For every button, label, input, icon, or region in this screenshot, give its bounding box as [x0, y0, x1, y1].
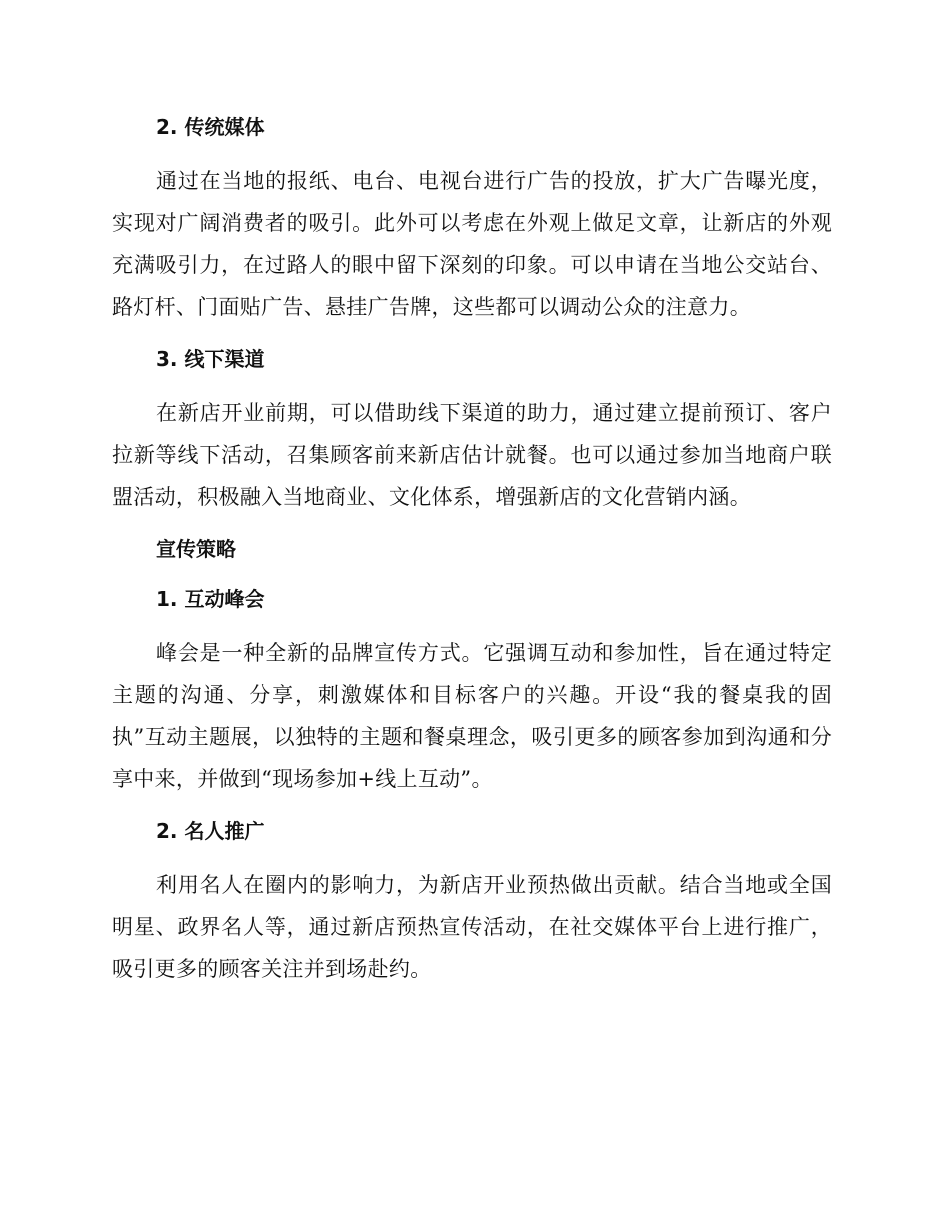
section-heading-interactive-summit: 1. 互动峰会 [156, 587, 265, 611]
section-heading-offline-channels: 3. 线下渠道 [156, 347, 265, 371]
section-heading-celebrity-promotion: 2. 名人推广 [156, 819, 265, 843]
section-heading-traditional-media: 2. 传统媒体 [156, 115, 265, 139]
paragraph-offline-channels: 在新店开业前期，可以借助线下渠道的助力，通过建立提前预订、客户拉新等线下活动，召集顾客前来新店估计就餐。也可以通过参加当地商户联盟活动，积极融入当地商业、文化体系，增强新店的文化营销内涵。 [112, 401, 832, 509]
section-heading-promotion-strategy: 宣传策略 [156, 537, 236, 561]
paragraph-interactive-summit: 峰会是一种全新的品牌宣传方式。它强调互动和参加性，旨在通过特定主题的沟通、分享，刺激媒体和目标客户的兴趣。开设“我的餐桌我的固执”互动主题展，以独特的主题和餐桌理念，吸引更多的顾客参加到沟通和分享中来，并做到“现场参加+线上互动”。 [112, 641, 832, 791]
document-body [112, 110, 832, 990]
paragraph-celebrity-promotion: 利用名人在圈内的影响力，为新店开业预热做出贡献。结合当地或全国明星、政界名人等，通过新店预热宣传活动，在社交媒体平台上进行推广，吸引更多的顾客关注并到场赴约。 [112, 873, 832, 981]
paragraph-traditional-media: 通过在当地的报纸、电台、电视台进行广告的投放，扩大广告曝光度，实现对广阔消费者的吸引。此外可以考虑在外观上做足文章，让新店的外观充满吸引力，在过路人的眼中留下深刻的印象。可以申请在当地公交站台、路灯杆、门面贴广告、悬挂广告牌，这些都可以调动公众的注意力。 [112, 169, 832, 319]
